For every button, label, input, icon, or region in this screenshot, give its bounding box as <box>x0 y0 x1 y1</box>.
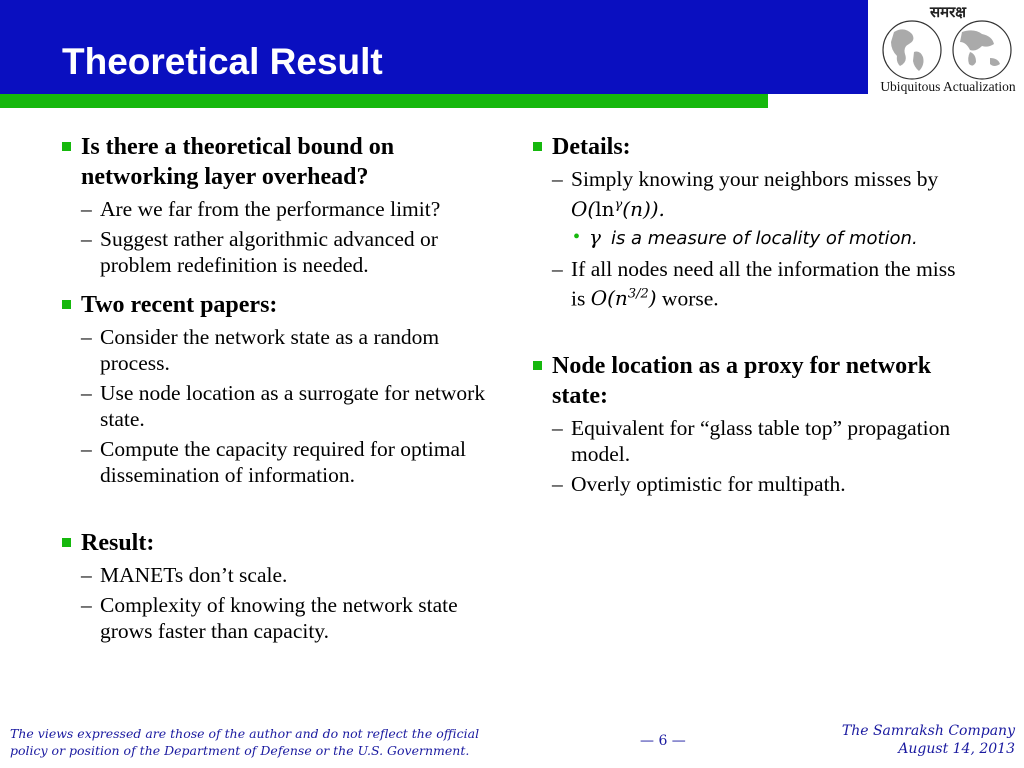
list-item: – If all nodes need all the information the miss is $O(n^{3/2})$ worse. <box>552 256 956 311</box>
bullet-square-icon <box>62 538 71 547</box>
left-column <box>62 132 502 644</box>
list-item: – Compute the capacity required for optimal dissemination of information. <box>81 437 466 487</box>
disclaimer: The views expressed are those of the author and do not reflect the official policy or position of the Department of Defense or the U.S. Government. <box>10 726 480 758</box>
list-item: – Suggest rather algorithmic advanced or problem redefinition is needed. <box>81 227 438 277</box>
bullet-square-icon <box>533 361 542 370</box>
logo-top-text: समरक्ष <box>929 3 966 21</box>
page-number: — 6 — <box>640 733 686 749</box>
bullet-recent-papers: Two recent papers: <box>62 290 502 320</box>
formula-n-three-halves: $O(n^{3/2})$ <box>590 286 657 311</box>
list-item: – Overly optimistic for multipath. <box>552 472 846 497</box>
page-title: Theoretical Result <box>62 41 383 82</box>
bullet-bound-question: Is there a theoretical bound on networking layer overhead? <box>62 132 502 192</box>
list-item: – MANETs don’t scale. <box>81 563 288 587</box>
list-item: – Simply knowing your neighbors misses by $O(\ln^\gamma(n))$. <box>552 167 939 221</box>
list-item: – Complexity of knowing the network state grows faster than capacity. <box>81 593 458 643</box>
formula-log-gamma: $O(\ln^\gamma(n))$. <box>571 196 665 221</box>
globe-icon <box>878 18 1018 80</box>
header-bar <box>0 0 868 94</box>
list-item: • γ is a measure of locality of motion. <box>573 224 918 249</box>
bullet-node-location: Node location as a proxy for network state: <box>533 351 973 411</box>
list-item: – Equivalent for “glass table top” propagation model. <box>552 416 951 467</box>
logo-bottom-text: Ubiquitous Actualization <box>880 79 1016 94</box>
right-column <box>533 132 973 497</box>
bullet-square-icon <box>62 300 71 309</box>
bullet-square-icon <box>533 142 542 151</box>
accent-bar <box>0 94 768 108</box>
list-item: – Consider the network state as a random process. <box>81 325 440 375</box>
list-item: – Use node location as a surrogate for network state. <box>81 381 486 431</box>
footer-company: The Samraksh Company August 14, 2013 <box>841 723 1015 757</box>
bullet-result: Result: <box>62 528 502 558</box>
bullet-details: Details: <box>533 132 973 162</box>
list-item: – Are we far from the performance limit? <box>81 197 441 221</box>
bullet-square-icon <box>62 142 71 151</box>
company-logo <box>872 0 1024 100</box>
